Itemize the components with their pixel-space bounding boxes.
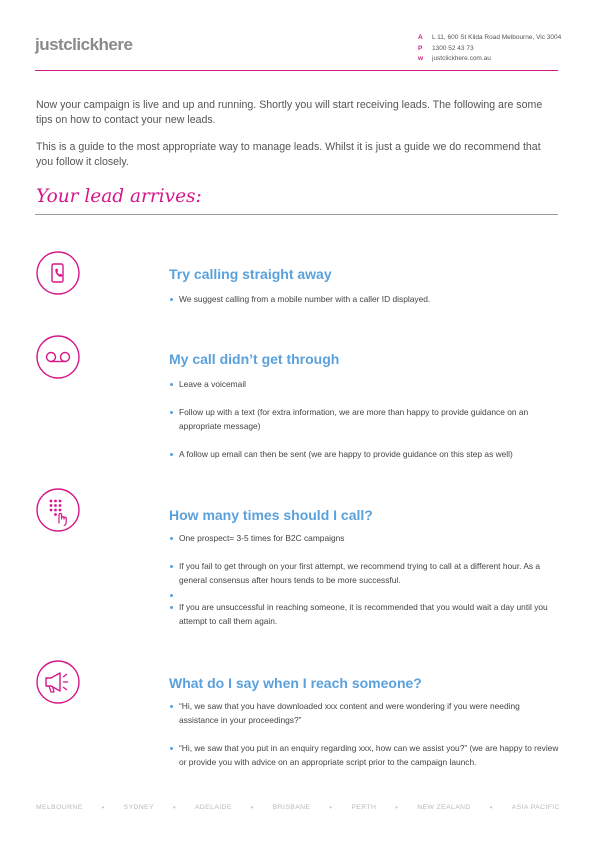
script-points [169, 699, 561, 769]
section-divider [35, 214, 558, 215]
intro-paragraph-1: Now your campaign is live and up and running. Shortly you will start receiving leads. The following are some tips on how to contact your new leads. [36, 99, 543, 126]
calling-points [169, 292, 561, 306]
list-item: We suggest calling from a mobile number with a caller ID displayed. [169, 292, 561, 306]
footer-separator: • [395, 803, 399, 812]
contact-details [418, 33, 561, 65]
footer-separator: • [329, 803, 333, 812]
list-item: If you fail to get through on your first attempt, we recommend trying to call at a different hour. As a general consensus after hours tends to be more successful. [169, 559, 561, 587]
block-title-no-answer: My call didn’t get through [169, 351, 340, 367]
footer-location: SYDNEY [123, 804, 154, 811]
list-item: Follow up with a text (for extra information, we are more than happy to provide guidance on an appropriate message) [169, 405, 561, 433]
list-item: If you are unsuccessful in reaching someone, it is recommended that you would wait a day until you attempt to call them again. [169, 600, 561, 628]
address-key: A [418, 34, 423, 41]
list-item: “Hi, we saw that you have downloaded xxx content and were wondering if you were needing assistance in your proceedings?” [169, 699, 561, 727]
footer-separator: • [489, 803, 493, 812]
list-item: “Hi, we saw that you put in an enquiry regarding xxx, how can we assist you?” (we are happy to review or provide you with advice on an appropriate script prior to the campaign launch. [169, 741, 561, 769]
footer-location: PERTH [351, 804, 377, 811]
footer-location: BRISBANE [272, 804, 311, 811]
website-link[interactable]: justclickhere.com.au [432, 55, 491, 62]
footer-location: NEW ZEALAND [417, 804, 471, 811]
header-divider [35, 70, 558, 71]
block-title-what-to-say: What do I say when I reach someone? [169, 675, 422, 691]
phone-value: 1300 52 43 73 [432, 44, 474, 52]
megaphone-icon [36, 660, 80, 704]
footer-locations [36, 803, 560, 812]
website-key: w [418, 55, 424, 62]
block-title-calling: Try calling straight away [169, 266, 332, 282]
footer-separator: • [250, 803, 254, 812]
no-answer-points [169, 377, 561, 461]
logo: justclickhere [35, 35, 133, 54]
phone-key: P [418, 44, 423, 52]
footer-separator: • [172, 803, 177, 812]
website-row [418, 54, 561, 65]
phone-icon [36, 251, 80, 295]
address-row [418, 33, 561, 44]
intro-paragraph-2: This is a guide to the most appropriate way to manage leads. Whilst it is just a guide we do recommend that you follow it closely. [36, 141, 541, 168]
call-count-points [169, 531, 561, 628]
list-item: One prospect= 3-5 times for B2C campaigns [169, 531, 561, 545]
list-item [169, 593, 561, 600]
section-title: Your lead arrives: [36, 186, 202, 207]
footer-location: ADELAIDE [194, 804, 232, 811]
phone-row [418, 44, 561, 55]
address-value: L 11, 600 St Kilda Road Melbourne, Vic 3004 [432, 34, 562, 41]
block-title-call-count: How many times should I call? [169, 507, 373, 523]
list-item: A follow up email can then be sent (we are happy to provide guidance on this step as well) [169, 447, 561, 461]
footer-separator: • [101, 803, 105, 812]
footer-location: MELBOURNE [36, 804, 83, 811]
voicemail-icon [36, 335, 80, 379]
footer-location: ASIA PACIFIC [511, 804, 560, 811]
keypad-icon [36, 488, 80, 532]
list-item: Leave a voicemail [169, 377, 561, 391]
